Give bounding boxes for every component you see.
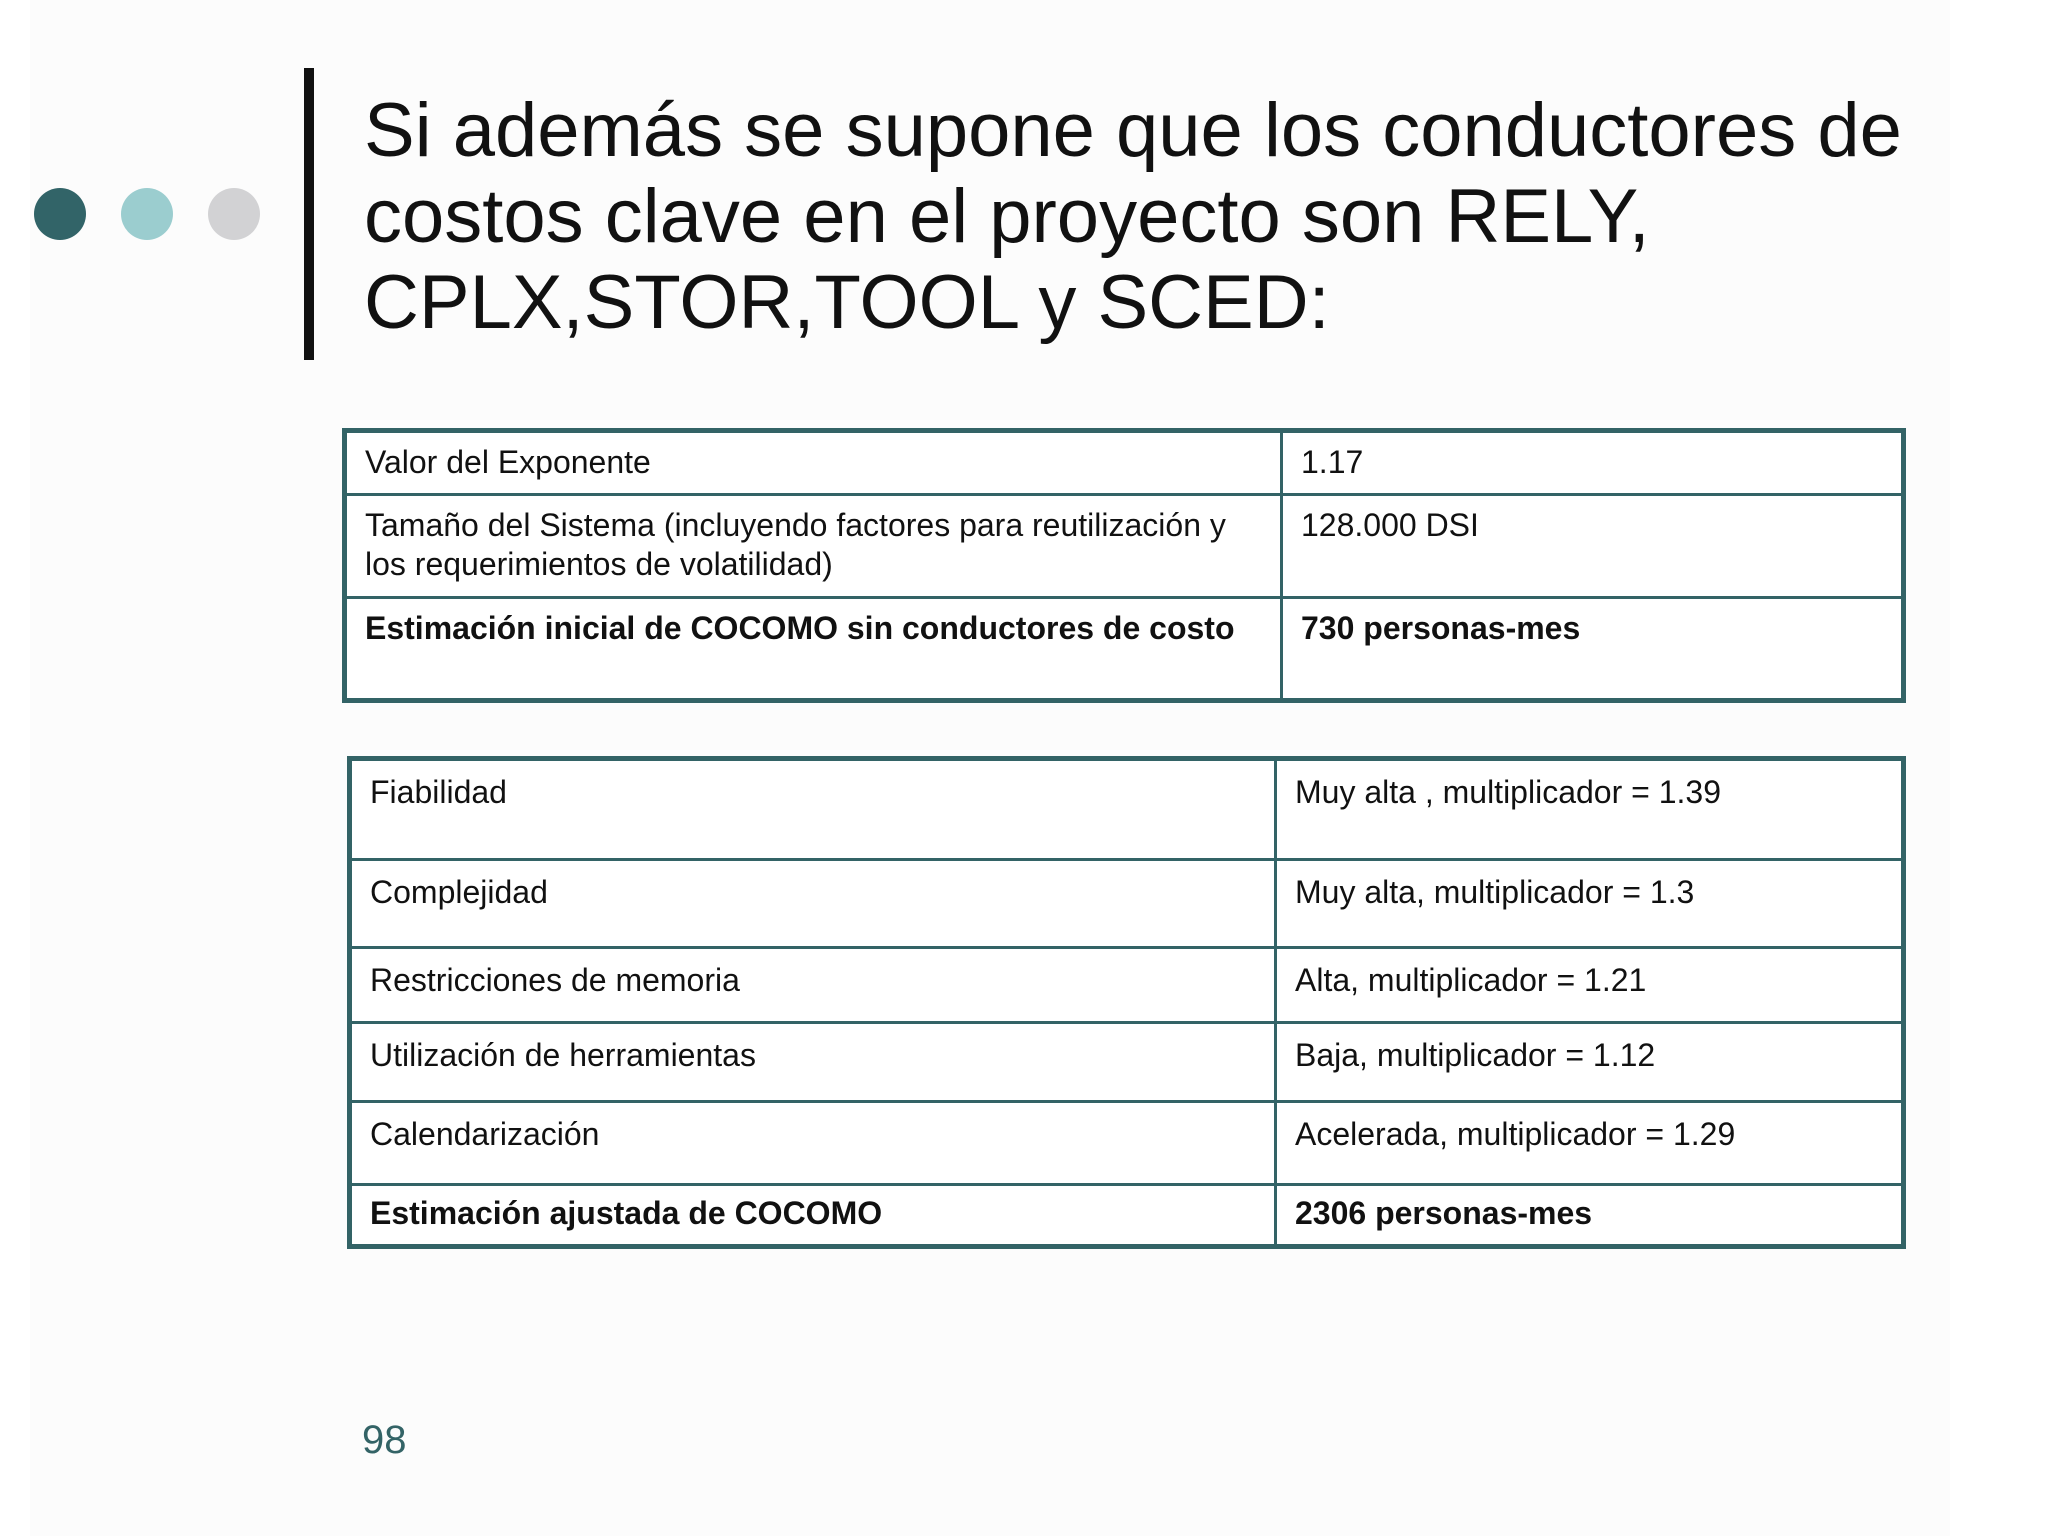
table-cell-value: Muy alta , multiplicador = 1.39: [1276, 759, 1904, 860]
table-row: [345, 431, 1904, 495]
table-cell-value: 128.000 DSI: [1282, 495, 1904, 598]
table-row: [350, 948, 1904, 1023]
slide-title: Si además se supone que los conductores de costos clave en el proyecto son RELY, CPLX,STOR,TOOL y SCED:: [364, 88, 1902, 345]
table-cell-label: Tamaño del Sistema (incluyendo factores para reutilización y los requerimientos de volatilidad): [345, 495, 1282, 598]
table-cell-value: Alta, multiplicador = 1.21: [1276, 948, 1904, 1023]
cost-drivers-table: [347, 756, 1906, 1249]
decorative-dot-gray: [208, 188, 260, 240]
table-cell-value: 2306 personas-mes: [1276, 1185, 1904, 1247]
table-row: [350, 860, 1904, 948]
table-row: [345, 495, 1904, 598]
table-cell-label: Valor del Exponente: [345, 431, 1282, 495]
table-cell-value: Muy alta, multiplicador = 1.3: [1276, 860, 1904, 948]
table-cell-value: 1.17: [1282, 431, 1904, 495]
table-row: [345, 598, 1904, 701]
table-cell-label: Calendarización: [350, 1102, 1276, 1185]
decorative-dot-teal: [121, 188, 173, 240]
table-cell-label: Restricciones de memoria: [350, 948, 1276, 1023]
table-row: [350, 759, 1904, 860]
page-number: 98: [362, 1418, 407, 1462]
table-row: [350, 1102, 1904, 1185]
table-cell-label: Estimación ajustada de COCOMO: [350, 1185, 1276, 1247]
table-cell-value: Baja, multiplicador = 1.12: [1276, 1023, 1904, 1102]
table-cell-label: Fiabilidad: [350, 759, 1276, 860]
table-row: [350, 1023, 1904, 1102]
table-cell-label: Estimación inicial de COCOMO sin conductores de costo: [345, 598, 1282, 701]
table-cell-value: Acelerada, multiplicador = 1.29: [1276, 1102, 1904, 1185]
table-cell-value: 730 personas-mes: [1282, 598, 1904, 701]
table-cell-label: Utilización de herramientas: [350, 1023, 1276, 1102]
table-cell-label: Complejidad: [350, 860, 1276, 948]
cocomo-initial-table: [342, 428, 1906, 703]
table-row: [350, 1185, 1904, 1247]
title-divider-bar: [304, 68, 314, 360]
decorative-dot-dark: [34, 188, 86, 240]
